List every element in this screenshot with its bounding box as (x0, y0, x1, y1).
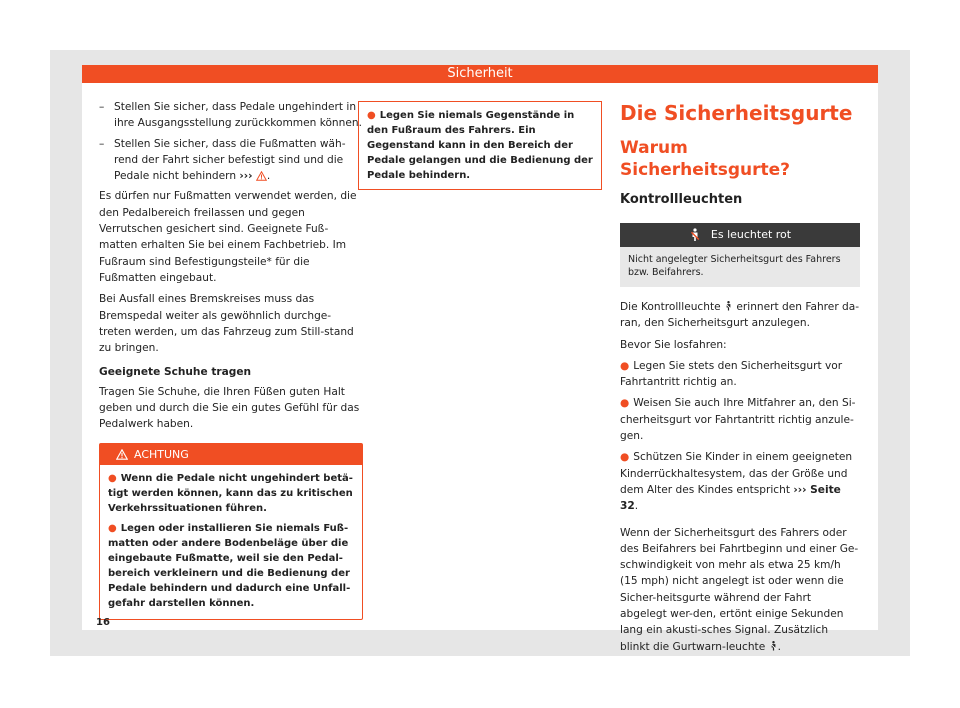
status-bar (620, 223, 860, 247)
bullet-dot: ● (620, 397, 630, 410)
manual-page (82, 65, 878, 653)
bullet-dot: ● (108, 522, 117, 534)
bullet-dot: ● (620, 359, 630, 372)
paragraph: Bevor Sie losfahren: (620, 338, 727, 351)
left-column (99, 99, 363, 620)
seatbelt-icon (769, 640, 778, 652)
status-description: Nicht angelegter Sicherheitsgurt des Fahrers bzw. Beifahrers. (620, 247, 860, 287)
chapter-title: Die Sicherheitsgurte (620, 101, 853, 125)
list-item: ● Legen Sie stets den Sicherheitsgurt vor Fahrtantritt richtig an. (620, 359, 843, 389)
middle-column (358, 99, 602, 190)
subheading: Geeignete Schuhe tragen (99, 366, 252, 379)
list-item: ● Weisen Sie auch Ihre Mitfahrer an, den Si-cherheitsgurt vor Fahrtantritt richtig anzule-gen. (620, 397, 856, 443)
warning-body (100, 465, 362, 619)
bullet-dot: ● (367, 110, 376, 121)
seatbelt-icon (724, 300, 733, 312)
warning-triangle-icon (256, 171, 267, 181)
status-label: Es leuchtet rot (710, 228, 792, 241)
right-column (620, 101, 860, 660)
bullet-dot: ● (108, 472, 117, 484)
warning-bullet: ● Legen oder installieren Sie niemals Fuß-matten oder andere Bodenbeläge über die eingebaute Fußmatte, weil sie den Pedal-bereich verkleinern und die Bedienung der Pedale behindern und dadurch eine Unfall-gefahr darstellen können. (108, 522, 351, 609)
warning-bullet: ● Wenn die Pedale nicht ungehindert betä-tigt werden können, kann das zu kritischen Verkehrssituationen führen. (108, 472, 353, 514)
section-title: Warum Sicherheitsgurte? (620, 138, 791, 180)
reference-arrow[interactable]: ››› (239, 170, 253, 183)
seatbelt-icon (689, 228, 701, 242)
paragraph: Es dürfen nur Fußmatten verwendet werden, die den Pedalbereich freilassen und gegen Verrutschen gesichert sind. Geeignete Fuß-matten erhalten Sie bei einem Fachbetrieb. Im Fußraum sind Befestigungsteile* für die Fußmatten eingebaut. (99, 190, 357, 284)
dash-marker: – (99, 101, 105, 113)
dash-item: – Stellen Sie sicher, dass die Fußmatten wäh-rend der Fahrt sicher befestigt sind und die Pedale nicht behindern ››› . (99, 137, 346, 183)
warning-box (99, 443, 363, 620)
page-reference-link[interactable]: ››› Seite 32 (620, 483, 841, 513)
bullet-dot: ● (620, 451, 630, 464)
paragraph: Bei Ausfall eines Bremskreises muss das Bremspedal weiter als gewöhnlich durchge-treten werden, um das Fahrzeug zum Still-stand zu bringen. (99, 293, 354, 355)
section-header: Sicherheit (82, 65, 878, 83)
note-box: ● Legen Sie niemals Gegenstände in den Fußraum des Fahrers. Ein Gegenstand kann in den Bereich der Pedale gelangen und die Bedienung der Pedale behindern. (358, 101, 602, 190)
paragraph: Tragen Sie Schuhe, die Ihren Füßen guten Halt geben und durch die Sie ein gutes Gefühl für das Pedalwerk haben. (99, 385, 360, 431)
list-item: ● Schützen Sie Kinder in einem geeigneten Kinderrückhaltesystem, das der Größe und dem Alter des Kindes entspricht ››› Seite 32. (620, 451, 853, 513)
dash-item: – Stellen Sie sicher, dass Pedale ungehindert in ihre Ausgangsstellung zurückkommen können. (99, 101, 362, 130)
paragraph: Wenn der Sicherheitsgurt des Fahrers oder des Beifahrers bei Fahrtbeginn und einer Ge-schwindigkeit von mehr als etwa 25 km/h (15 mph) nicht angelegt ist oder wenn die Sicher-heitsgurte während der Fahrt abgelegt wer-den, ertönt einige Sekunden lang ein akusti-sches Signal. Zusätzlich blinkt die Gurtwarn-leuchte . (620, 526, 859, 653)
dash-marker: – (99, 137, 105, 150)
warning-title: ACHTUNG (134, 447, 189, 461)
warning-triangle-icon (116, 449, 128, 460)
page-number: 16 (96, 617, 110, 628)
paragraph: Die Kontrollleuchte erinnert den Fahrer da-ran, den Sicherheitsgurt anzulegen. (620, 301, 860, 330)
subsection-title: Kontrollleuchten (620, 192, 743, 207)
warning-header (100, 444, 362, 465)
